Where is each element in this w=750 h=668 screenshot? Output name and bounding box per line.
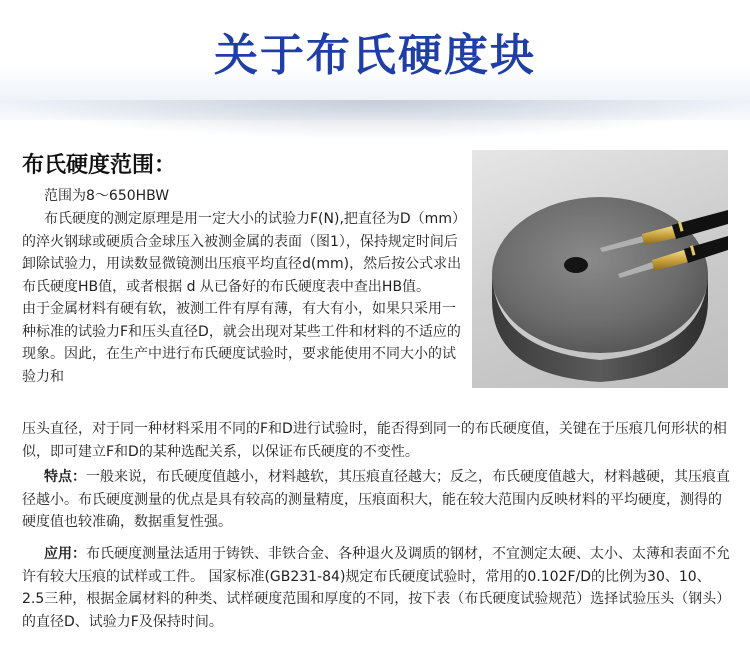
application-text: 布氏硬度测量法适用于铸铁、非铁合金、各种退火及调质的钢材，不宜测定太硬、太小、太薄和表面不允许有较大压痕的试样或工件。 国家标准(GB231-84)规定布氏硬度试验时，常用的0.102F/D的比例为30、10、2.5三种，根据金属材料的种类、试样硬度范围和厚度的不同，按下表（布氏硬度试验规范）选择试验压头（钢头）的直径D、试验力F及保持时间。 bbox=[22, 546, 731, 630]
header-shadow bbox=[0, 100, 750, 140]
features-label: 特点： bbox=[44, 469, 86, 485]
features-text: 一般来说，布氏硬度值越小，材料越软，其压痕直径越大；反之，布氏硬度值越大，材料越硬，其压痕直径越小。布氏硬度测量的优点是具有较高的测量精度，压痕面积大，能在较大范围内反映材料的平均硬度，测得的硬度值也较准确，数据重复性强。 bbox=[22, 469, 730, 530]
principle-continuation-wide: 压头直径，对于同一种材料采用不同的F和D进行试验时，能否得到同一的布氏硬度值，关键在于压痕几何形状的相似，即可建立F和D的某种选配关系，以保证布氏硬度的不变性。 bbox=[22, 421, 727, 460]
application-label: 应用： bbox=[44, 546, 86, 562]
principle-text: 布氏硬度的测定原理是用一定大小的试验力F(N),把直径为D（mm）的淬火钢球或硬质合金球压入被测金属的表面（图1），保持规定时间后卸除试验力，用读数显微镜测出压痕平均直径d(mm)，然后按公式求出布氏硬度HB值，或者根据 d 从已备好的布氏硬度表中查出HB值。 bbox=[22, 211, 466, 295]
range-paragraph: 范围为8～650HBW bbox=[44, 188, 170, 204]
principle-paragraph bbox=[22, 208, 466, 388]
application-paragraph bbox=[22, 543, 732, 633]
section-title: 布氏硬度范围： bbox=[22, 152, 177, 178]
hardness-block-illustration bbox=[472, 150, 728, 388]
hardness-block-photo bbox=[472, 150, 728, 388]
page-title: 关于布氏硬度块 bbox=[214, 30, 536, 81]
features-paragraph bbox=[22, 466, 732, 534]
principle-continuation: 由于金属材料有硬有软，被测工件有厚有薄，有大有小，如果只采用一种标准的试验力F和压头直径D，就会出现对某些工件和材料的不适应的现象。因此，在生产中进行布氏硬度试验时，要求能使用不同大小的试验力和 bbox=[22, 301, 461, 385]
